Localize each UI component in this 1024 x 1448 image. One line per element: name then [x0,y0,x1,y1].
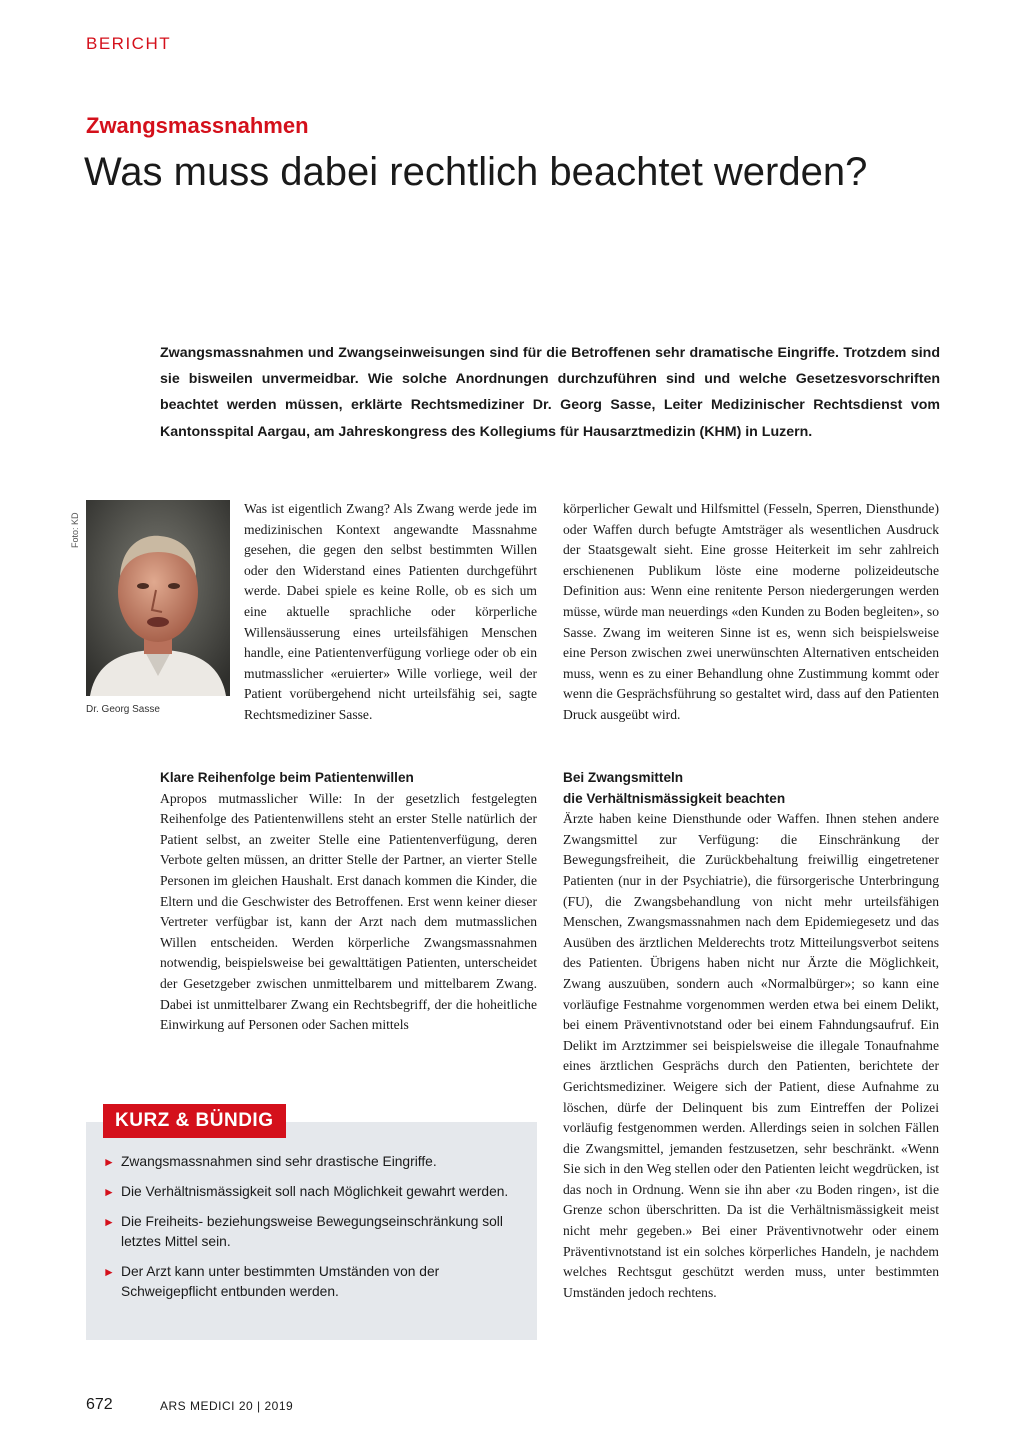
photo-caption: Dr. Georg Sasse [86,704,160,715]
triangle-bullet-icon: ► [103,1155,115,1169]
body-column-top-left [244,499,537,726]
summary-item [103,1182,523,1202]
body-paragraph: Ärzte haben keine Diensthunde oder Waffen. Ihnen stehen andere Zwangsmittel zur Verfügung: die Einschränkung der Bewegungsfreiheit, die Zurückbehaltung freiwillig eingetretener Patienten (nur in der Psychiatrie), die fürsorgerische Unterbringung (FU), die Zwangsbehandlung von nicht mehr urteilsfähigen Menschen, Zwangsmassnahmen nach dem Epidemiegesetz und das Ausüben des ärztlichen Melderechts trotz Mitteilungsverbot seitens des Patienten. Übrigens haben nicht nur Ärzte die Möglichkeit, Zwang auszuüben, sondern auch «Normalbürger»; so kann eine vorläufige Festnahme vorgenommen werden etwa bei einem Delikt, bei einem Präventivnotstand oder bei einem Fahndungsaufruf. Ein Delikt im Arztzimmer sei beispielsweise die illegale Tonaufnahme eines ärztlichen Gesprächs durch den Patienten, berichtete der Gerichtsmediziner. Weigere sich der Patient, diese Aufnahme zu löschen, dürfe der Delinquent bis zum Eintreffen der Polizei vorläufig festgenommen werden. Allerdings seien in solchen Fällen die Zwangsmittel, jemanden festzusetzen, sehr beschränkt. «Wenn Sie sich in den Weg stellen oder den Patienten leicht wegdrücken, ist das noch in Ordnung. Wenn sie ihn aber ‹zu Boden ringen›, ist die Grenze schon überschritten. Da ist die Verhältnismässigkeit meist nicht mehr gegeben.» Bei einer Präventivnotwehr oder einem Präventivnotstand ist ein solches körperliches Handeln, je nachdem welches Rechtsgut geschützt werden muss, unter bestimmten Umständen jedoch rechtens. [563,811,939,1300]
page-number: 672 [86,1396,113,1413]
body-column-top-right [563,499,939,726]
summary-box-title: KURZ & BÜNDIG [103,1104,286,1138]
summary-item [103,1262,523,1302]
body-paragraph: Apropos mutmasslicher Wille: In der gesetzlich festgelegten Reihenfolge des Patientenwillens steht an erster Stelle natürlich der Patient selbst, an zweiter Stelle eine Patientenverfügung, deren Verbote gelten müssen, an dritter Stelle der Partner, an vierter Stelle Personen im gleichen Haushalt. Erst danach kommen die Kinder, die Eltern und die Geschwister des Betroffenen. Erst wenn keiner dieser Vertreter verfügbar ist, kann der Arzt nach dem mutmasslichen Willen entscheiden. Werden körperliche Zwangsmassnahmen notwendig, beispielsweise bei gewalttätigen Patienten, unterscheidet der Gesetzgeber zwischen unmittelbarem und mittelbarem Zwang. Dabei ist unmittelbarer Zwang ein Rechtsbegriff, der die hoheitliche Einwirkung auf Personen oder Sachen mittels [160,790,537,1033]
photo-credit [70,500,84,550]
section-label: BERICHT [86,34,172,53]
article-kicker: Zwangsmassnahmen [86,113,309,138]
portrait-photo [86,500,230,696]
summary-item-text: Die Freiheits- beziehungsweise Bewegungseinschränkung soll letztes Mittel sein. [121,1214,503,1249]
body-paragraph: körperlicher Gewalt und Hilfsmittel (Fesseln, Sperren, Diensthunde) oder Waffen durch befugte Amtsträger als wesentlichen Ausdruck der Staatsgewalt sieht. Eine grosse Heiterkeit im sehr zahlreich erschienenen Publikum löste eine moderne polizeideutsche Definition aus: Wenn eine renitente Person niedergerungen werden müsse, würde man neuerdings «den Kunden zu Boden begleiten», so Sasse. Zwang im weiteren Sinne ist es, wenn sich beispielsweise eine Person zwischen zwei unerwünschten Alternativen entscheiden muss, wenn es zu einer Behandlung ohne Zustimmung kommt oder wenn die Gesprächsführung so gestaltet wird, dass auf den Patienten Druck ausgeübt wird. [563,501,939,722]
body-column-bottom-left [160,768,537,1036]
triangle-bullet-icon: ► [103,1265,115,1279]
summary-list [103,1152,523,1312]
summary-item [103,1152,523,1172]
body-column-bottom-right [563,768,939,1303]
subheading-line-1: Bei Zwangsmitteln [563,770,684,785]
body-paragraph: Was ist eigentlich Zwang? Als Zwang werde jede im medizinischen Kontext angewandte Massnahme gesehen, die gegen den selbst bestimmten Willen oder den Widerstand eines Patienten durchgeführt werde. Dabei spiele es keine Rolle, ob es sich um eine aktuelle sprachliche oder körperliche Willensäusserung eines urteilsfähigen Menschen handle, eine Patientenverfügung vorliege oder ob ein mutmasslicher «eruierter» Wille vorliege, weil der Patient vorübergehend nicht urteilsfähig sei, sagte Rechtsmediziner Sasse. [244,501,537,722]
summary-item [103,1212,523,1252]
subheading: Klare Reihenfolge beim Patientenwillen [160,770,414,785]
article-title: Was muss dabei rechtlich beachtet werden? [84,150,868,194]
triangle-bullet-icon: ► [103,1185,115,1199]
summary-item-text: Zwangsmassnahmen sind sehr drastische Eingriffe. [121,1154,437,1169]
subheading-line-2: die Verhältnismässigkeit beachten [563,790,786,806]
summary-item-text: Der Arzt kann unter bestimmten Umständen von der Schweigepflicht entbunden werden. [121,1264,440,1299]
portrait-illustration [86,500,230,696]
summary-item-text: Die Verhältnismässigkeit soll nach Möglichkeit gewahrt werden. [121,1184,509,1199]
article-lead: Zwangsmassnahmen und Zwangseinweisungen sind für die Betroffenen sehr dramatische Eingriffe. Trotzdem sind sie bisweilen unvermeidbar. Wie solche Anordnungen durchzuführen sind und welche Gesetzesvorschriften beachtet werden müssen, erklärte Rechtsmediziner Dr. Georg Sasse, Leiter Medizinischer Rechtsdienst vom Kantonsspital Aargau, am Jahreskongress des Kollegiums für Hausarztmedizin (KHM) in Luzern. [160,345,940,440]
magazine-issue: ARS MEDICI 20 | 2019 [160,1399,294,1413]
triangle-bullet-icon: ► [103,1215,115,1229]
photo-credit-text: Foto: KD [70,512,80,548]
